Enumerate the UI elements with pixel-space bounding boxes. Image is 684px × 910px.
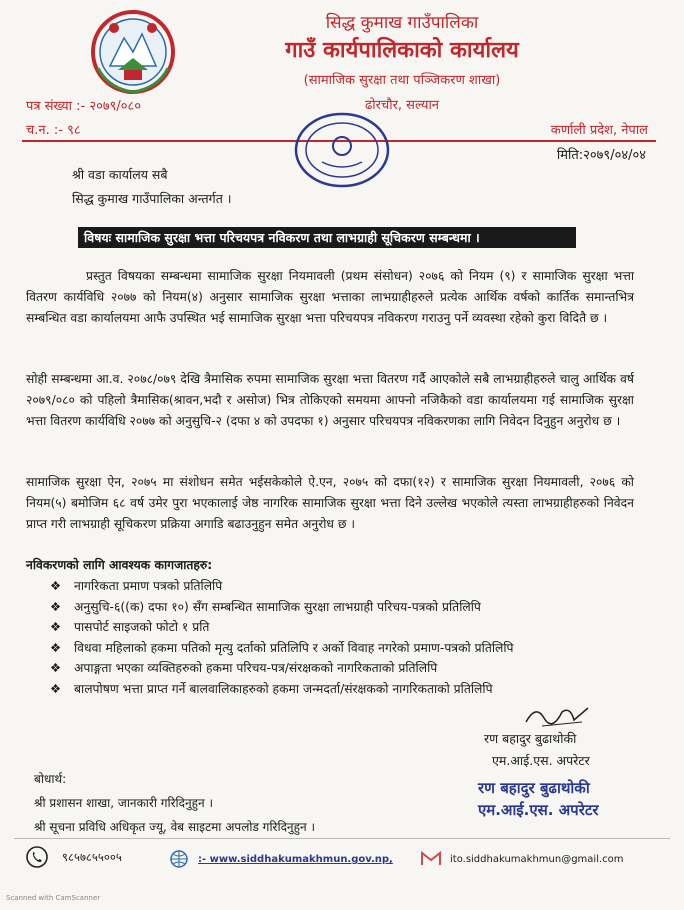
list-item: ❖ बालपोषण भत्ता प्राप्त गर्ने बालवालिकाहरुको हकमा जन्मदर्ता/संरक्षकको नागरिकताको प्रतिलिपि bbox=[46, 679, 646, 700]
signatory-title: एम.आई.एस. अपरेटर bbox=[492, 753, 590, 768]
mail-icon bbox=[420, 851, 442, 867]
bullet-icon: ❖ bbox=[50, 620, 62, 634]
paragraph-3: सामाजिक सुरक्षा ऐन, २०७५ मा संशोधन समेत भईसकेकोले ऐ.एन, २०७५ को दफा(१२) र सामाजिक सुरक्षा नियमावली, २०७६ को नियम(५) बमोजिम ६८ वर्ष उमेर पुरा भएकालाई जेष्ठ नागरिक सामाजिक सुरक्षा भत्ता दिने उल्लेख भएकोले त्यस्ता लाभग्राहीहरुको निवेदन प्राप्त गरी लाभग्राही सूचिकरण प्रक्रिया अगाडि बढाउनुहुन समेत अनुरोध छ । bbox=[26, 475, 634, 531]
paragraph-1: प्रस्तुत विषयका सम्बन्धमा सामाजिक सुरक्षा नियमावली (प्रथम संसोधन) २०७६ को नियम (९) र सामाजिक सुरक्षा भत्ता वितरण कार्यविधि २०७७ को नियम(४) अनुसार सामाजिक सुरक्षा भत्ताका लाभग्राहीहरुले प्रत्येक आर्थिक वर्षको कार्तिक समान्तभित्र सम्बन्धित वडा कार्यालयमा आफै उपस्थित भई सामाजिक सुरक्षा भत्ता परिचयपत्र नविकरण गराउनु पर्ने व्यवस्था रहेको कुरा विदितै छ । bbox=[26, 269, 634, 325]
docs-list bbox=[46, 576, 646, 699]
header-office: गाउँ कार्यपालिकाको कार्यालय bbox=[285, 38, 519, 63]
bodhartha-item-1: श्री प्रशासन शाखा, जानकारी गरिदिनुहुन । bbox=[34, 796, 214, 810]
header-address: ढोरचौर, सल्यान bbox=[364, 98, 440, 113]
header-section: (सामाजिक सुरक्षा तथा पञ्जिकरण शाखा) bbox=[303, 73, 501, 88]
list-item: ❖ नागरिकता प्रमाण पत्रको प्रतिलिपि bbox=[46, 576, 646, 597]
bullet-icon: ❖ bbox=[50, 661, 62, 675]
list-item: ❖ विधवा महिलाको हकमा पतिको मृत्यु दर्ताको प्रतिलिपि र अर्को विवाह नगरेको प्रमाण-पत्रको प्रतिलिपि bbox=[46, 638, 646, 659]
stamp-name: रण बहादुर बुढाथोकी bbox=[478, 779, 590, 797]
bodhartha-heading: बोधार्थ: bbox=[34, 772, 67, 786]
signature-icon bbox=[522, 700, 592, 730]
patra-sankhya: पत्र संख्या :- २०७९/०८० bbox=[26, 99, 142, 114]
province: कर्णाली प्रदेश, नेपाल bbox=[550, 123, 648, 138]
phone-icon bbox=[26, 846, 48, 868]
scanner-watermark: Scanned with CamScanner bbox=[6, 894, 101, 902]
footer-divider bbox=[14, 838, 670, 839]
footer-phone: ९८५७८५५००५ bbox=[62, 850, 122, 864]
recipient-line1: श्री वडा कार्यालय सबै bbox=[72, 167, 168, 182]
signatory-name: रण बहादुर बुढाथोकी bbox=[484, 731, 577, 746]
paragraph-2: सोही सम्बन्धमा आ.व. २०७८/०७९ देखि त्रैमासिक रुपमा सामाजिक सुरक्षा भत्ता वितरण गर्दै आएकोले सबै लाभग्राहीहरुले चालु आर्थिक वर्ष २०७९/०८० को पहिलो त्रैमासिक(श्रावन,भदौ र असोज) भित्र तोकिएको समयमा आफ्नो नजिकैको वडा कार्यालयमा गई सामाजिक सुरक्षा भत्ता वितरण कार्यविधि २०७७ को अनुसुचि-२ (दफा ४ को उपदफा १) अनुसार परिचयपत्र नविकरणका लागि निवेदन दिनुहुन अनुरोध छ । bbox=[26, 372, 634, 428]
list-item: ❖ अपाङ्गता भएका व्यक्तिहरुको हकमा परिचय-पत्र/संरक्षकको नागरिकताको प्रतिलिपि bbox=[46, 658, 646, 679]
stamp-title: एम.आई.एस. अपरेटर bbox=[478, 801, 599, 819]
bullet-icon: ❖ bbox=[50, 681, 62, 696]
list-item: ❖ पासपोर्ट साइजको फोटो १ प्रति bbox=[46, 617, 646, 638]
bullet-icon: ❖ bbox=[50, 640, 62, 655]
bullet-icon: ❖ bbox=[50, 579, 62, 593]
globe-icon bbox=[168, 850, 190, 868]
recipient-line2: सिद्ध कुमाख गाउँपालिका अन्तर्गत । bbox=[72, 191, 232, 206]
list-item: ❖ अनुसुचि-६((क) दफा १०) सँग सम्बन्धित सामाजिक सुरक्षा लाभग्राही परिचय-पत्रको प्रतिलिपि bbox=[46, 597, 646, 618]
footer-website[interactable]: :- www.siddhakumakhmun.gov.np, bbox=[198, 854, 393, 865]
footer-email[interactable]: ito.siddhakumakhmun@gmail.com bbox=[450, 854, 624, 865]
letter-date: मिति:२०७९/०४/०४ bbox=[556, 148, 646, 163]
chalani-number: च.न. :- ९८ bbox=[26, 123, 81, 138]
docs-heading: नविकरणको लागि आवश्यक कागजातहरु: bbox=[26, 558, 213, 572]
bodhartha-item-2: श्री सूचना प्रविधि अधिकृत ज्यू, वेब साइटमा अपलोड गरिदिनुहुन । bbox=[34, 820, 315, 834]
header-municipality: सिद्ध कुमाख गाउँपालिका bbox=[325, 13, 479, 33]
subject-line: विषयः सामाजिक सुरक्षा भत्ता परिचयपत्र नविकरण तथा लाभग्राही सूचिकरण सम्बन्धमा । bbox=[78, 227, 576, 248]
office-stamp-icon bbox=[292, 110, 392, 190]
bullet-icon: ❖ bbox=[50, 599, 62, 614]
